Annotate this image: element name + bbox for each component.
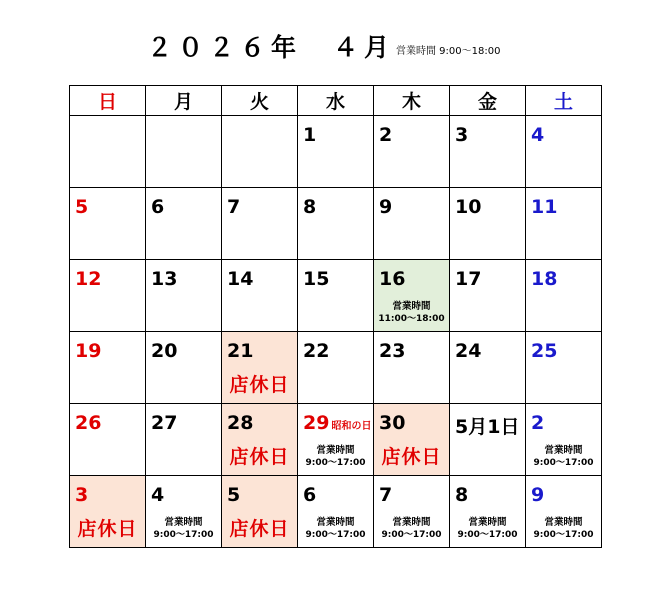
day-number-text: 22 <box>303 340 330 362</box>
day-number <box>303 196 316 218</box>
calendar-day-cell[interactable] <box>146 476 222 548</box>
hours-label: 営業時間 <box>468 517 507 528</box>
calendar-day-cell[interactable] <box>526 404 602 476</box>
business-hours: 営業時間 9:00～18:00 <box>396 46 501 57</box>
calendar-day-cell[interactable] <box>526 188 602 260</box>
calendar-grid <box>69 85 602 548</box>
day-number-text: 30 <box>379 412 406 434</box>
calendar-day-cell[interactable] <box>374 188 450 260</box>
weekday-header: 火 <box>222 86 298 116</box>
day-number <box>455 412 519 439</box>
hours-value: 9:00～17:00 <box>305 530 366 540</box>
day-number <box>227 412 253 434</box>
hours-value: 9:00～17:00 <box>457 530 518 540</box>
day-number <box>531 340 557 362</box>
special-hours <box>374 516 449 542</box>
calendar-day-cell[interactable] <box>450 260 526 332</box>
day-number <box>75 196 88 218</box>
special-hours <box>526 516 601 542</box>
day-number-text: 10 <box>455 196 482 218</box>
calendar-day-cell[interactable] <box>222 260 298 332</box>
calendar-day-cell[interactable] <box>450 476 526 548</box>
calendar-week-row <box>70 404 602 476</box>
weekday-header: 水 <box>298 86 374 116</box>
day-number-text: 5月1日 <box>455 416 520 438</box>
special-hours <box>298 444 373 470</box>
calendar-week-row <box>70 476 602 548</box>
day-number <box>151 412 177 434</box>
calendar-title: ２０２６年 ４月 <box>147 33 396 62</box>
holiday-name: 昭和の日 <box>331 421 372 432</box>
weekday-header: 木 <box>374 86 450 116</box>
day-number-text: 6 <box>303 484 317 506</box>
calendar-day-cell[interactable] <box>70 260 146 332</box>
closed-day-label: 店休日 <box>229 518 290 540</box>
day-number-text: 25 <box>531 340 558 362</box>
hours-label: 営業時間 <box>392 301 431 312</box>
day-number <box>227 484 240 506</box>
calendar-day-cell[interactable] <box>298 332 374 404</box>
special-hours <box>298 516 373 542</box>
day-number <box>75 268 101 290</box>
calendar-day-cell[interactable] <box>146 404 222 476</box>
calendar-day-cell[interactable] <box>298 188 374 260</box>
day-number <box>531 412 544 434</box>
hours-label: 営業時間 <box>164 517 203 528</box>
day-number <box>303 124 316 146</box>
day-number <box>303 268 329 290</box>
day-number <box>303 412 371 434</box>
calendar-day-cell[interactable] <box>146 332 222 404</box>
hours-label: 営業時間 <box>316 445 355 456</box>
calendar-day-cell[interactable] <box>450 332 526 404</box>
calendar-day-cell[interactable] <box>298 116 374 188</box>
day-number-text: 7 <box>227 196 241 218</box>
day-number-text: 23 <box>379 340 406 362</box>
calendar-day-cell[interactable] <box>146 260 222 332</box>
day-number-text: 3 <box>75 484 89 506</box>
calendar-week-row <box>70 116 602 188</box>
day-number-text: 5 <box>75 196 89 218</box>
day-number <box>303 340 329 362</box>
day-number-text: 4 <box>151 484 165 506</box>
day-number-text: 8 <box>455 484 469 506</box>
day-number <box>227 268 253 290</box>
day-number <box>455 484 468 506</box>
day-number <box>379 412 405 434</box>
calendar-day-cell[interactable] <box>222 404 298 476</box>
weekday-header: 土 <box>526 86 602 116</box>
calendar-day-cell[interactable] <box>70 188 146 260</box>
day-number-text: 16 <box>379 268 406 290</box>
calendar-day-cell[interactable] <box>298 404 374 476</box>
hours-value: 9:00～17:00 <box>305 458 366 468</box>
closed-day-label: 店休日 <box>229 374 290 396</box>
day-number <box>455 340 481 362</box>
hours-value: 9:00～17:00 <box>381 530 442 540</box>
day-number <box>531 268 557 290</box>
day-number <box>455 196 481 218</box>
calendar-day-cell[interactable] <box>222 332 298 404</box>
calendar-day-cell[interactable] <box>526 260 602 332</box>
special-hours <box>526 444 601 470</box>
day-number-text: 13 <box>151 268 178 290</box>
day-number <box>75 340 101 362</box>
closed-day-label: 店休日 <box>77 518 138 540</box>
day-number <box>455 124 468 146</box>
day-number <box>455 268 481 290</box>
calendar-day-cell[interactable] <box>374 260 450 332</box>
day-number <box>227 340 253 362</box>
calendar-day-cell[interactable] <box>298 476 374 548</box>
calendar-day-cell[interactable] <box>526 476 602 548</box>
day-number-text: 2 <box>379 124 393 146</box>
special-hours <box>450 516 525 542</box>
calendar-day-cell[interactable] <box>70 476 146 548</box>
weekday-header: 日 <box>70 86 146 116</box>
day-number-text: 3 <box>455 124 469 146</box>
special-hours <box>374 300 449 326</box>
day-number-text: 2 <box>531 412 545 434</box>
calendar-day-cell[interactable] <box>374 332 450 404</box>
day-number-text: 1 <box>303 124 317 146</box>
closed-day-label: 店休日 <box>229 446 290 468</box>
day-number-text: 14 <box>227 268 254 290</box>
day-number <box>531 196 557 218</box>
calendar-week-row <box>70 260 602 332</box>
calendar-day-cell[interactable] <box>70 404 146 476</box>
day-number-text: 4 <box>531 124 545 146</box>
day-number-text: 7 <box>379 484 393 506</box>
weekday-header: 金 <box>450 86 526 116</box>
day-number-text: 19 <box>75 340 102 362</box>
day-number <box>151 196 164 218</box>
hours-label: 営業時間 <box>316 517 355 528</box>
day-number-text: 15 <box>303 268 330 290</box>
day-number <box>379 340 405 362</box>
weekday-header: 月 <box>146 86 222 116</box>
day-number <box>75 484 88 506</box>
hours-label: 営業時間 <box>544 445 583 456</box>
hours-value: 9:00～17:00 <box>533 458 594 468</box>
day-number-text: 9 <box>531 484 545 506</box>
day-number-text: 27 <box>151 412 178 434</box>
day-number <box>531 124 544 146</box>
hours-label: 営業時間 <box>392 517 431 528</box>
day-number <box>151 484 164 506</box>
day-number <box>379 484 392 506</box>
day-number-text: 12 <box>75 268 102 290</box>
calendar-week-row <box>70 332 602 404</box>
day-number <box>379 196 392 218</box>
day-number-text: 17 <box>455 268 482 290</box>
day-number-text: 21 <box>227 340 254 362</box>
calendar-day-cell[interactable] <box>222 476 298 548</box>
calendar-day-cell[interactable] <box>298 260 374 332</box>
day-number-text: 29 <box>303 412 330 434</box>
calendar-day-cell[interactable] <box>526 116 602 188</box>
hours-value: 9:00～17:00 <box>153 530 214 540</box>
calendar-day-cell[interactable] <box>450 188 526 260</box>
calendar-day-cell[interactable] <box>450 404 526 476</box>
empty-cell <box>146 116 222 188</box>
calendar-day-cell[interactable] <box>374 476 450 548</box>
day-number-text: 9 <box>379 196 393 218</box>
day-number-text: 20 <box>151 340 178 362</box>
weekday-header-row <box>70 86 602 116</box>
day-number-text: 28 <box>227 412 254 434</box>
empty-cell <box>70 116 146 188</box>
empty-cell <box>222 116 298 188</box>
calendar-day-cell[interactable] <box>526 332 602 404</box>
day-number <box>379 268 405 290</box>
special-hours <box>146 516 221 542</box>
day-number <box>303 484 316 506</box>
hours-value: 11:00～18:00 <box>378 314 445 324</box>
day-number-text: 24 <box>455 340 482 362</box>
calendar-day-cell[interactable] <box>70 332 146 404</box>
day-number <box>227 196 240 218</box>
calendar-day-cell[interactable] <box>374 116 450 188</box>
hours-value: 9:00～17:00 <box>533 530 594 540</box>
calendar-day-cell[interactable] <box>450 116 526 188</box>
hours-label: 営業時間 <box>544 517 583 528</box>
day-number-text: 26 <box>75 412 102 434</box>
day-number <box>151 340 177 362</box>
calendar-day-cell[interactable] <box>222 188 298 260</box>
closed-day-label: 店休日 <box>381 446 442 468</box>
calendar-day-cell[interactable] <box>146 188 222 260</box>
day-number <box>151 268 177 290</box>
day-number-text: 11 <box>531 196 558 218</box>
day-number <box>531 484 544 506</box>
calendar-day-cell[interactable] <box>374 404 450 476</box>
day-number <box>75 412 101 434</box>
day-number-text: 18 <box>531 268 558 290</box>
day-number-text: 8 <box>303 196 317 218</box>
day-number-text: 5 <box>227 484 241 506</box>
day-number-text: 6 <box>151 196 165 218</box>
day-number <box>379 124 392 146</box>
calendar-week-row <box>70 188 602 260</box>
